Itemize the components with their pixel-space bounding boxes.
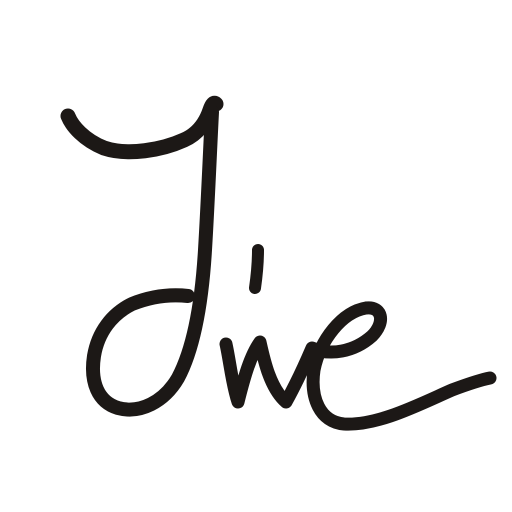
signature-stroke-ive <box>226 308 490 424</box>
signature-stroke-i-dot <box>255 250 258 288</box>
signature-stroke-j-top <box>68 103 216 151</box>
